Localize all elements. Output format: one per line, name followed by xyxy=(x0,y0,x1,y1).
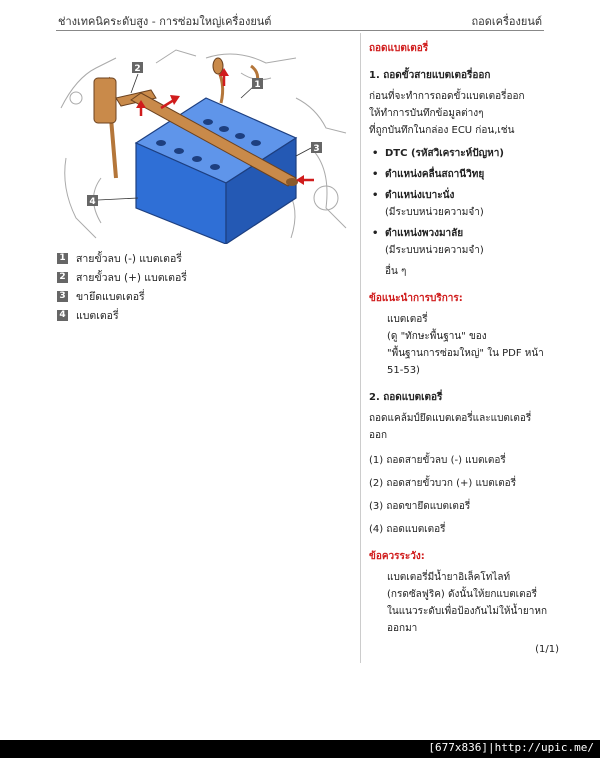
step2-heading: 2. ถอดแบตเตอรี่ xyxy=(369,392,443,403)
image-host-footer: [677x836]|http://upic.me/ xyxy=(428,741,594,754)
caution-text xyxy=(369,569,559,637)
legend-number: 1 xyxy=(57,253,68,264)
step2-item: (2) ถอดสายขั้วบวก (+) แบตเตอรี่ xyxy=(369,478,517,489)
step1-heading: 1. ถอดขั้วสายแบตเตอรี่ออก xyxy=(369,70,491,81)
callout-badge-4 xyxy=(87,195,98,207)
parts-legend xyxy=(57,249,187,325)
step2-intro-line: ถอดแคล้มป์ยึดแบตเตอรี่และแบตเตอรี่ xyxy=(369,413,532,424)
step1-intro-line: ให้ทำการบันทึกข้อมูลต่างๆ xyxy=(369,108,484,119)
callout-badge-3 xyxy=(311,142,322,154)
list-item-text: • ตำแหน่งพวงมาลัย xyxy=(385,228,464,239)
legend-item xyxy=(57,306,187,324)
legend-item xyxy=(57,268,187,286)
caution-label: ข้อควรระวัง: xyxy=(369,551,425,562)
legend-number: 3 xyxy=(57,291,68,302)
list-item-text: • ตำแหน่งเบาะนั่ง xyxy=(385,190,455,201)
caution-line: (กรดซัลฟูริค) ดังนั้นให้ยกแบตเตอรี่ xyxy=(387,589,537,600)
step1-intro-line: ที่ถูกบันทึกในกล่อง ECU ก่อน,เช่น xyxy=(369,125,515,136)
list-item-note: (มีระบบหน่วยความจำ) xyxy=(385,245,484,256)
callout-1-label: 1 xyxy=(254,80,261,90)
legend-item xyxy=(57,287,187,305)
header-title: ช่างเทคนิคระดับสูง - การซ่อมใหญ่เครื่องยนต์ xyxy=(58,15,272,28)
header-divider xyxy=(56,30,544,31)
header-section: ถอดเครื่องยนต์ xyxy=(471,15,542,28)
instructions-column xyxy=(369,40,559,658)
legend-label: ขายึดแบตเตอรี่ xyxy=(76,290,145,303)
step1-intro-line: ก่อนที่จะทำการถอดขั้วแบตเตอรี่ออก xyxy=(369,91,525,102)
step2-intro xyxy=(369,410,559,444)
step2-item: (3) ถอดขายึดแบตเตอรี่ xyxy=(369,501,471,512)
callout-badge-2 xyxy=(132,62,143,74)
callout-badge-1 xyxy=(252,78,263,90)
caution-line: ในแนวระดับเพื่อป้องกันไม่ให้น้ำยาหก xyxy=(387,606,548,617)
step2-intro-line: ออก xyxy=(369,430,388,441)
list-item-note: (มีระบบหน่วยความจำ) xyxy=(385,207,484,218)
service-hint-line: "พื้นฐานการซ่อมใหญ่" ใน PDF หน้า xyxy=(387,348,544,359)
step1-etc: อื่น ๆ xyxy=(385,266,407,277)
caution-line: ออกมา xyxy=(387,623,418,634)
caution-line: แบตเตอรี่มีน้ำยาอิเล็คโทไลท์ xyxy=(387,572,511,583)
step1-intro xyxy=(369,88,559,139)
list-item-text: • ตำแหน่งคลื่นสถานีวิทยุ xyxy=(385,169,485,180)
legend-number: 2 xyxy=(57,272,68,283)
legend-item xyxy=(57,249,187,267)
list-item xyxy=(369,145,559,162)
list-item xyxy=(369,225,559,259)
callout-3-label: 3 xyxy=(313,144,320,154)
step2-item: (1) ถอดสายขั้วลบ (-) แบตเตอรี่ xyxy=(369,455,506,466)
legend-label: แบตเตอรี่ xyxy=(76,309,119,322)
service-hint-line: แบตเตอรี่ xyxy=(387,314,428,325)
ecu-data-list xyxy=(369,145,559,259)
legend-label: สายขั้วลบ (-) แบตเตอรี่ xyxy=(76,252,182,265)
list-item-text: • DTC (รหัสวิเคราะห์ปัญหา) xyxy=(385,148,504,159)
list-item xyxy=(369,166,559,183)
section-title: ถอดแบตเตอรี่ xyxy=(369,43,429,54)
callout-2-label: 2 xyxy=(134,64,141,74)
legend-label: สายขั้วลบ (+) แบตเตอรี่ xyxy=(76,271,187,284)
legend-number: 4 xyxy=(57,310,68,321)
service-hint-label: ข้อแนะนำการบริการ: xyxy=(369,293,463,304)
service-hint xyxy=(369,311,559,379)
callout-4-label: 4 xyxy=(89,197,96,207)
service-hint-line: 51-53) xyxy=(387,365,420,376)
list-item xyxy=(369,187,559,221)
battery-illustration xyxy=(56,38,356,244)
step2-item: (4) ถอดแบตเตอรี่ xyxy=(369,524,446,535)
service-hint-line: (ดู "ทักษะพื้นฐาน" ของ xyxy=(387,331,487,342)
page-number: (1/1) xyxy=(535,644,559,655)
column-divider xyxy=(360,33,361,663)
